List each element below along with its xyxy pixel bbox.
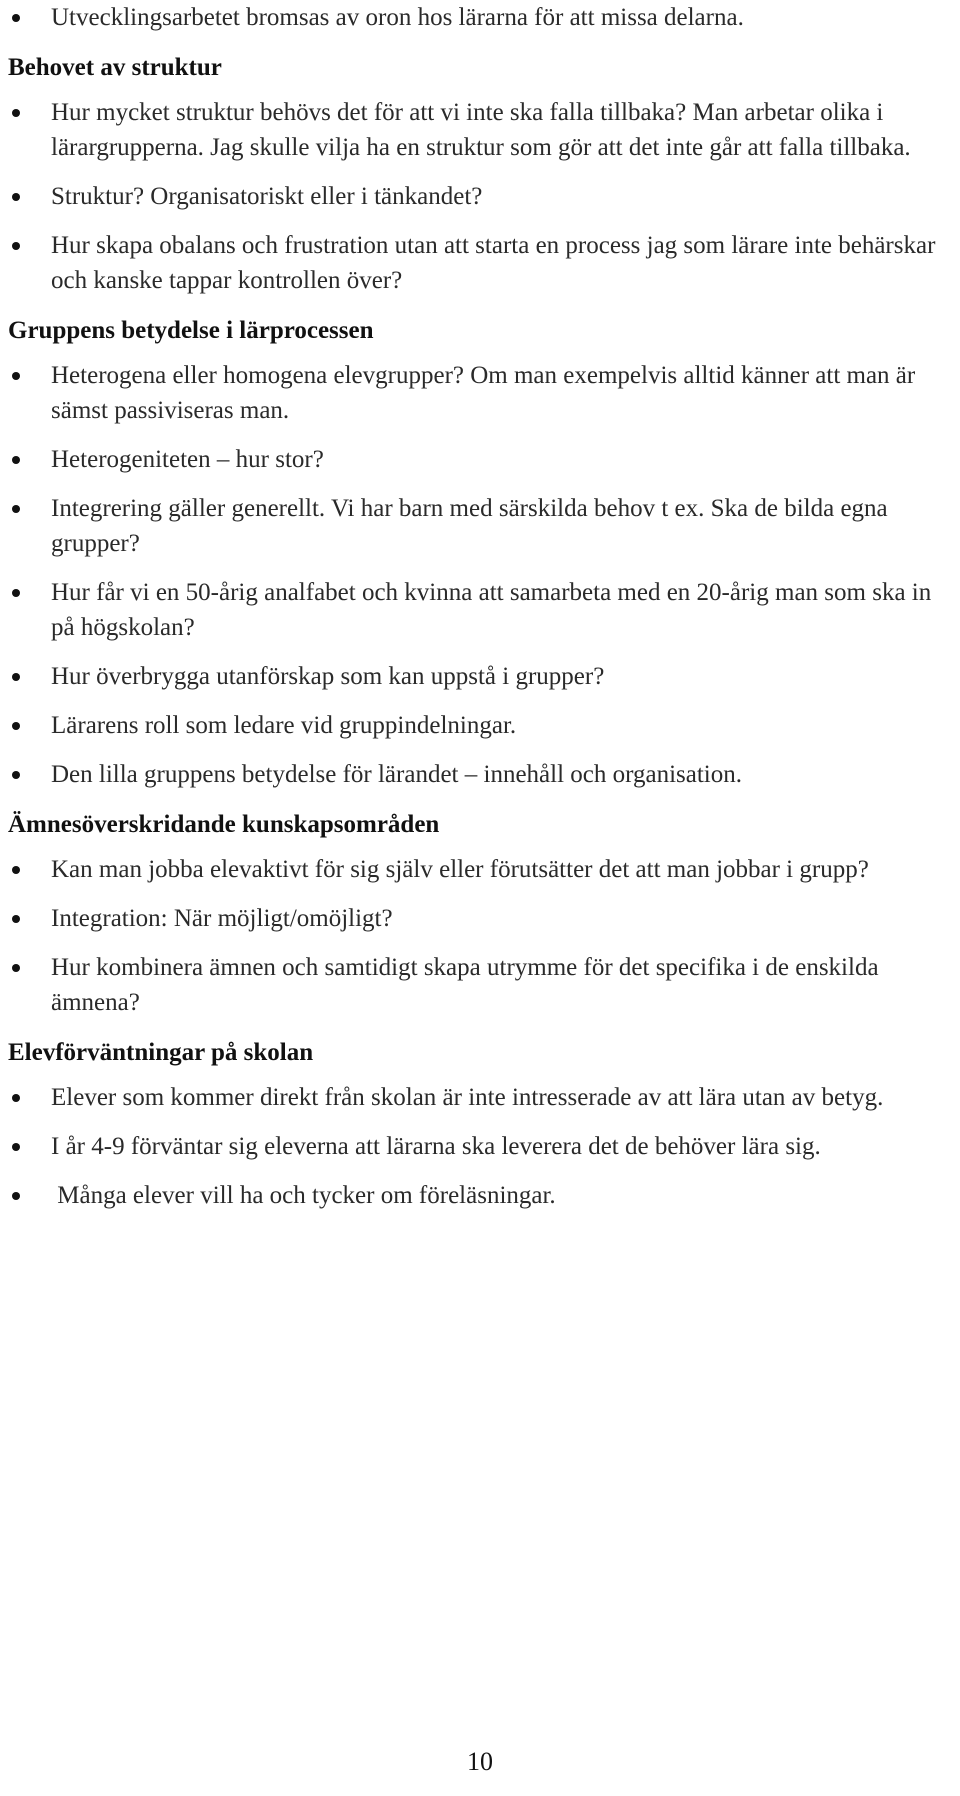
bullet-icon: [12, 242, 20, 250]
section-heading: Elevförväntningar på skolan: [8, 1039, 314, 1066]
list-item-text: Hur överbrygga utanförskap som kan uppstå i grupper?: [51, 663, 605, 690]
bullet-icon: [12, 1094, 20, 1102]
list-item: [8, 901, 953, 936]
bullet-list: [8, 358, 953, 792]
list-item: [8, 1080, 953, 1115]
list-item-text: Lärarens roll som ledare vid gruppindelningar.: [51, 712, 517, 739]
bullet-icon: [12, 915, 20, 923]
section-heading: Behovet av struktur: [8, 54, 222, 81]
bullet-icon: [12, 771, 20, 779]
list-item: [8, 1129, 953, 1164]
list-item: [8, 950, 953, 1020]
list-item: [8, 659, 953, 694]
bullet-icon: [12, 1143, 20, 1151]
list-item-text: Integration: När möjligt/omöjligt?: [51, 905, 393, 932]
bullet-list: [8, 95, 953, 298]
list-item-text: Hur får vi en 50-årig analfabet och kvinna att samarbeta med en 20-årig man som ska in på högskolan?: [51, 579, 932, 641]
list-item-text: Hur kombinera ämnen och samtidigt skapa utrymme för det specifika i de enskilda ämnena?: [51, 954, 879, 1016]
list-item: [8, 179, 953, 214]
list-item-text: Många elever vill ha och tycker om föreläsningar.: [51, 1182, 556, 1209]
list-item-text: Heterogeniteten – hur stor?: [51, 446, 324, 473]
bullet-icon: [12, 14, 20, 22]
list-item-text: Heterogena eller homogena elevgrupper? Om man exempelvis alltid känner att man är sämst passiviseras man.: [51, 362, 916, 424]
bullet-icon: [12, 505, 20, 513]
list-item-text: Kan man jobba elevaktivt för sig själv eller förutsätter det att man jobbar i grupp?: [51, 856, 869, 883]
bullet-list: [8, 0, 953, 35]
bullet-icon: [12, 866, 20, 874]
list-item: [8, 852, 953, 887]
list-item: [8, 575, 953, 645]
list-item: [8, 708, 953, 743]
bullet-icon: [12, 109, 20, 117]
bullet-list: [8, 1080, 953, 1213]
bullet-icon: [12, 722, 20, 730]
list-item-text: Elever som kommer direkt från skolan är inte intresserade av att lära utan av betyg.: [51, 1084, 884, 1111]
section-heading: Ämnesöverskridande kunskapsområden: [8, 811, 440, 838]
list-item-text: Utvecklingsarbetet bromsas av oron hos lärarna för att missa delarna.: [51, 4, 744, 31]
section-heading: Gruppens betydelse i lärprocessen: [8, 317, 374, 344]
bullet-icon: [12, 193, 20, 201]
list-item-text: Struktur? Organisatoriskt eller i tänkandet?: [51, 183, 483, 210]
list-item-text: Integrering gäller generellt. Vi har barn med särskilda behov t ex. Ska de bilda egna grupper?: [51, 495, 888, 557]
list-item-text: Den lilla gruppens betydelse för lärandet – innehåll och organisation.: [51, 761, 743, 788]
bullet-list: [8, 852, 953, 1020]
bullet-icon: [12, 1192, 20, 1200]
bullet-icon: [12, 456, 20, 464]
document-body: [8, 0, 953, 1213]
bullet-icon: [12, 589, 20, 597]
list-item-text: I år 4-9 förväntar sig eleverna att lärarna ska leverera det de behöver lära sig.: [51, 1133, 821, 1160]
list-item: [8, 0, 953, 35]
bullet-icon: [12, 673, 20, 681]
list-item-text: Hur skapa obalans och frustration utan att starta en process jag som lärare inte behärskar och kanske tappar kontrollen över?: [51, 232, 936, 294]
page-number: 10: [467, 1747, 493, 1776]
list-item: [8, 228, 953, 298]
bullet-icon: [12, 372, 20, 380]
list-item-text: Hur mycket struktur behövs det för att vi inte ska falla tillbaka? Man arbetar olika i lärargrupperna. Jag skulle vilja ha en struktur som gör att det inte går att falla tillbaka.: [51, 99, 911, 161]
list-item: [8, 358, 953, 428]
list-item: [8, 95, 953, 165]
list-item: [8, 1178, 953, 1213]
bullet-icon: [12, 964, 20, 972]
list-item: [8, 491, 953, 561]
list-item: [8, 757, 953, 792]
list-item: [8, 442, 953, 477]
